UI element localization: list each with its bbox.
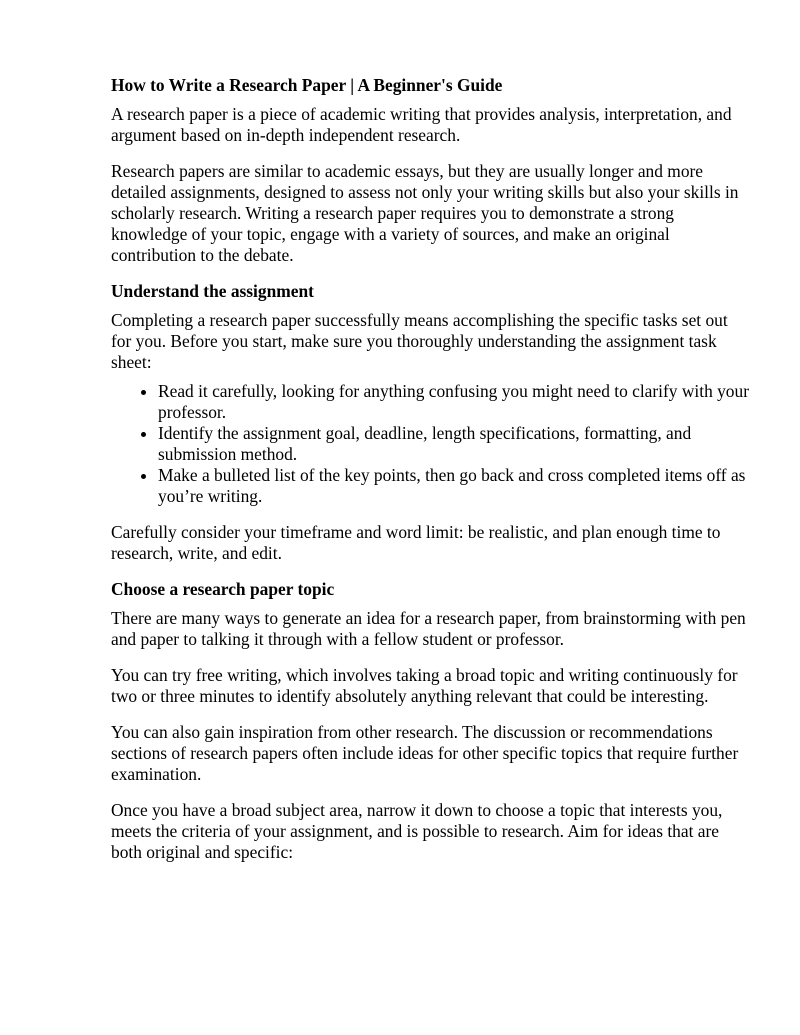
section-heading-understand: Understand the assignment <box>111 281 314 301</box>
section-paragraph: You can also gain inspiration from other research. The discussion or recommendations sections of research papers often include ideas for other specific topics that require further examination. <box>111 722 739 784</box>
section-paragraph: Once you have a broad subject area, narrow it down to choose a topic that interests you, meets the criteria of your assignment, and is possible to research. Aim for ideas that are both original and specific: <box>111 800 723 862</box>
section-paragraph: Carefully consider your timeframe and word limit: be realistic, and plan enough time to research, write, and edit. <box>111 522 721 563</box>
intro-paragraph: A research paper is a piece of academic writing that provides analysis, interpretation, and argument based on in-depth independent research. <box>111 104 732 145</box>
intro-paragraph: Research papers are similar to academic essays, but they are usually longer and more detailed assignments, designed to assess not only your writing skills but also your skills in scholarly research. Writing a research paper requires you to demonstrate a strong knowledge of your topic, engage with a variety of sources, and make an original contribution to the debate. <box>111 161 739 265</box>
bullet-list <box>111 381 751 507</box>
list-item: • Read it carefully, looking for anything confusing you might need to clarify with your professor. <box>158 381 751 423</box>
document-title: How to Write a Research Paper | A Beginner's Guide <box>111 75 503 95</box>
section-heading-choose-topic: Choose a research paper topic <box>111 579 335 599</box>
document-page <box>111 72 751 878</box>
section-paragraph: You can try free writing, which involves taking a broad topic and writing continuously for two or three minutes to identify absolutely anything relevant that could be interesting. <box>111 665 738 706</box>
list-item: • Make a bulleted list of the key points, then go back and cross completed items off as you’re writing. <box>158 465 751 507</box>
section-paragraph: Completing a research paper successfully means accomplishing the specific tasks set out for you. Before you start, make sure you thoroughly understanding the assignment task sheet: <box>111 310 728 372</box>
list-item: • Identify the assignment goal, deadline, length specifications, formatting, and submission method. <box>158 423 751 465</box>
section-paragraph: There are many ways to generate an idea for a research paper, from brainstorming with pen and paper to talking it through with a fellow student or professor. <box>111 608 746 649</box>
